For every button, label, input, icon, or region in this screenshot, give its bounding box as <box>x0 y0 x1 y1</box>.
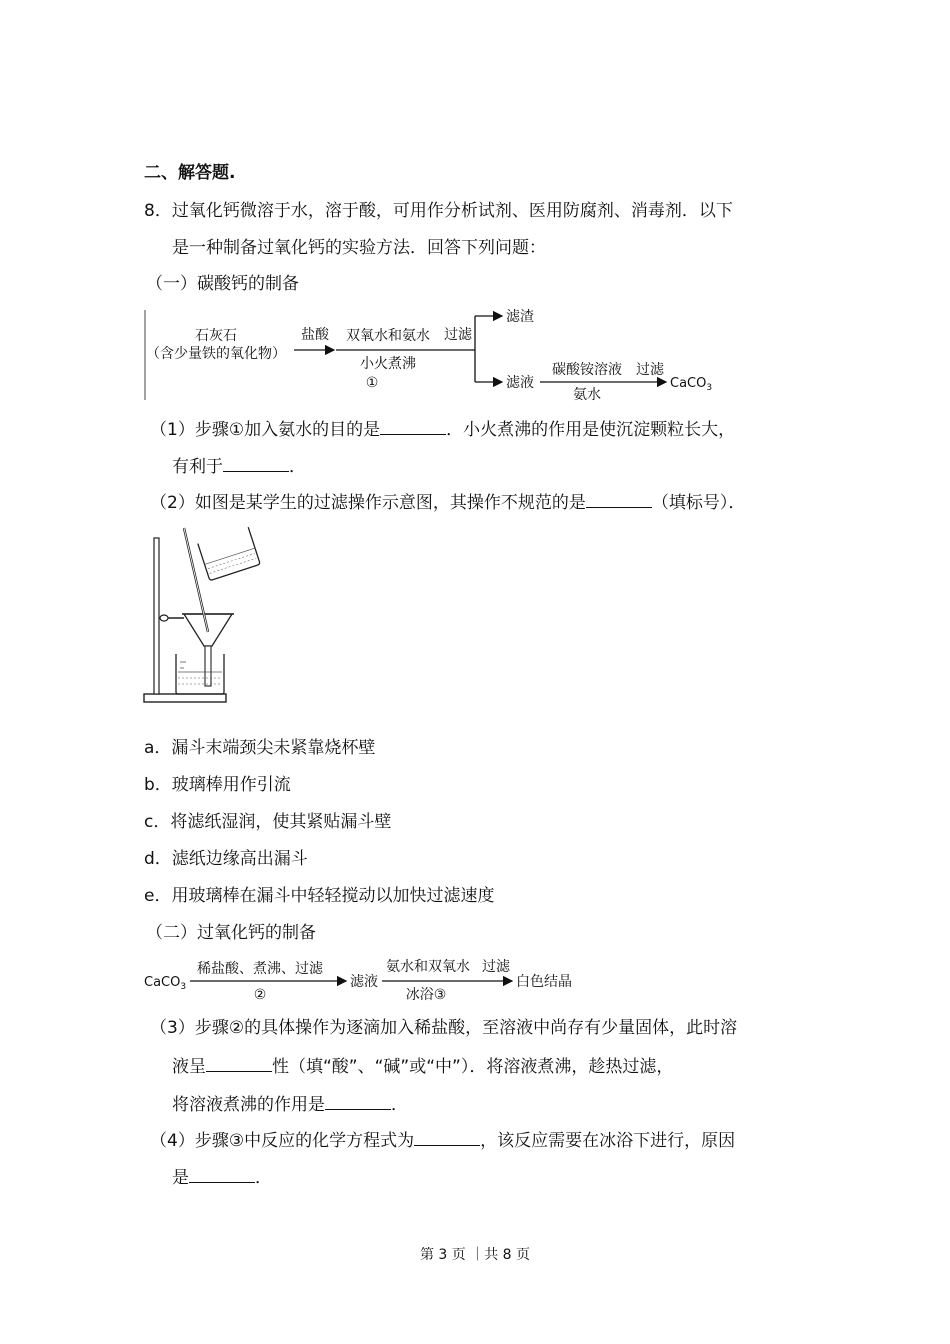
funnel-stem <box>205 646 211 686</box>
question-stem-line1: 8．过氧化钙微溶于水，溶于酸，可用作分析试剂、医用防腐剂、消毒剂．以下 <box>144 201 733 221</box>
beaker <box>176 654 224 694</box>
flow2-filtrate: 滤液 <box>350 974 378 990</box>
part1-title: （一）碳酸钙的制备 <box>146 274 299 294</box>
option-c: c．将滤纸湿润，使其紧贴漏斗壁 <box>144 812 392 832</box>
flow1-arrow4-bottom-label: 氨水 <box>573 387 601 402</box>
q1-answer-blank1[interactable] <box>380 418 446 435</box>
question-stem-line2: 是一种制备过氧化钙的实验方法．回答下列问题： <box>172 238 546 258</box>
q4-answer-blank1[interactable] <box>414 1129 480 1146</box>
q3-answer-blank1[interactable] <box>206 1055 272 1072</box>
q2-answer-blank[interactable] <box>586 491 652 508</box>
q3-line2: 液呈 性（填“酸”、“碱”或“中”）．将溶液煮沸，趁热过滤， <box>172 1057 674 1077</box>
flow1-arrow2-top-label: 双氧水和氨水 <box>346 328 430 344</box>
flow1-step1-mark: ① <box>365 375 379 391</box>
flow2-arrow2-bottom-label: 冰浴③ <box>405 987 447 1002</box>
pouring-beaker <box>198 527 260 580</box>
stand-base <box>144 694 226 702</box>
flow1-start-line2: （含少量铁的氧化物） <box>146 346 286 362</box>
section-title: 二、解答题. <box>144 163 236 183</box>
q1-answer-blank2[interactable] <box>223 455 289 472</box>
flow1-arrow2-bottom-label: 小火煮沸 <box>360 356 416 372</box>
option-e: e．用玻璃棒在漏斗中轻轻搅动以加快过滤速度 <box>144 886 495 906</box>
q1-line1: （1）步骤①加入氨水的目的是 ．小火煮沸的作用是使沉淀颗粒长大， <box>150 420 736 440</box>
calcium-carbonate-flowchart <box>140 302 740 402</box>
flow2-arrow3-label: 过滤 <box>482 959 510 975</box>
q4-answer-blank2[interactable] <box>189 1166 255 1183</box>
flow1-start-line1: 石灰石 <box>195 328 237 344</box>
flow2-arrow2-top-label: 氨水和双氧水 <box>386 959 470 975</box>
question-number: 8． <box>144 201 172 221</box>
flow2-start: CaCO$_3$ <box>144 975 187 992</box>
stand-pole <box>154 538 159 694</box>
flow1-residue: 滤渣 <box>506 309 534 325</box>
clamp-knob <box>160 615 168 621</box>
flow1-product: CaCO$_3$ <box>670 376 713 393</box>
q1-line2: 有利于 ． <box>172 457 306 477</box>
calcium-peroxide-flowchart <box>142 952 602 1002</box>
q2-line: （2）如图是某学生的过滤操作示意图，其操作不规范的是 （填标号）． <box>150 493 746 513</box>
option-d: d．滤纸边缘高出漏斗 <box>144 849 308 869</box>
q4-line2: 是 ． <box>172 1168 272 1188</box>
q3-answer-blank2[interactable] <box>325 1093 391 1110</box>
flow1-arrow1-label: 盐酸 <box>301 327 329 343</box>
flow1-filtrate: 滤液 <box>506 375 534 391</box>
flow1-arrow5-label: 过滤 <box>636 362 664 378</box>
flow1-arrow3-label: 过滤 <box>444 327 472 343</box>
q3-line3: 将溶液煮沸的作用是 ． <box>172 1095 408 1115</box>
part2-title: （二）过氧化钙的制备 <box>146 923 316 943</box>
flow1-arrow4-top-label: 碳酸铵溶液 <box>552 362 622 378</box>
flow2-step2-mark: ② <box>253 987 267 1002</box>
page-footer: 第 3 页 ｜共 8 页 <box>419 1247 531 1263</box>
filtration-apparatus-figure <box>140 522 280 710</box>
q3-line1: （3）步骤②的具体操作为逐滴加入稀盐酸，至溶液中尚存有少量固体，此时溶 <box>150 1018 738 1038</box>
q4-line1: （4）步骤③中反应的化学方程式为 ，该反应需要在冰浴下进行，原因 <box>150 1131 736 1151</box>
option-b: b．玻璃棒用作引流 <box>144 775 291 795</box>
option-a: a．漏斗末端颈尖未紧靠烧杯壁 <box>144 738 376 758</box>
flow2-arrow1-label: 稀盐酸、煮沸、过滤 <box>197 961 323 977</box>
flow2-product: 白色结晶 <box>516 974 572 990</box>
